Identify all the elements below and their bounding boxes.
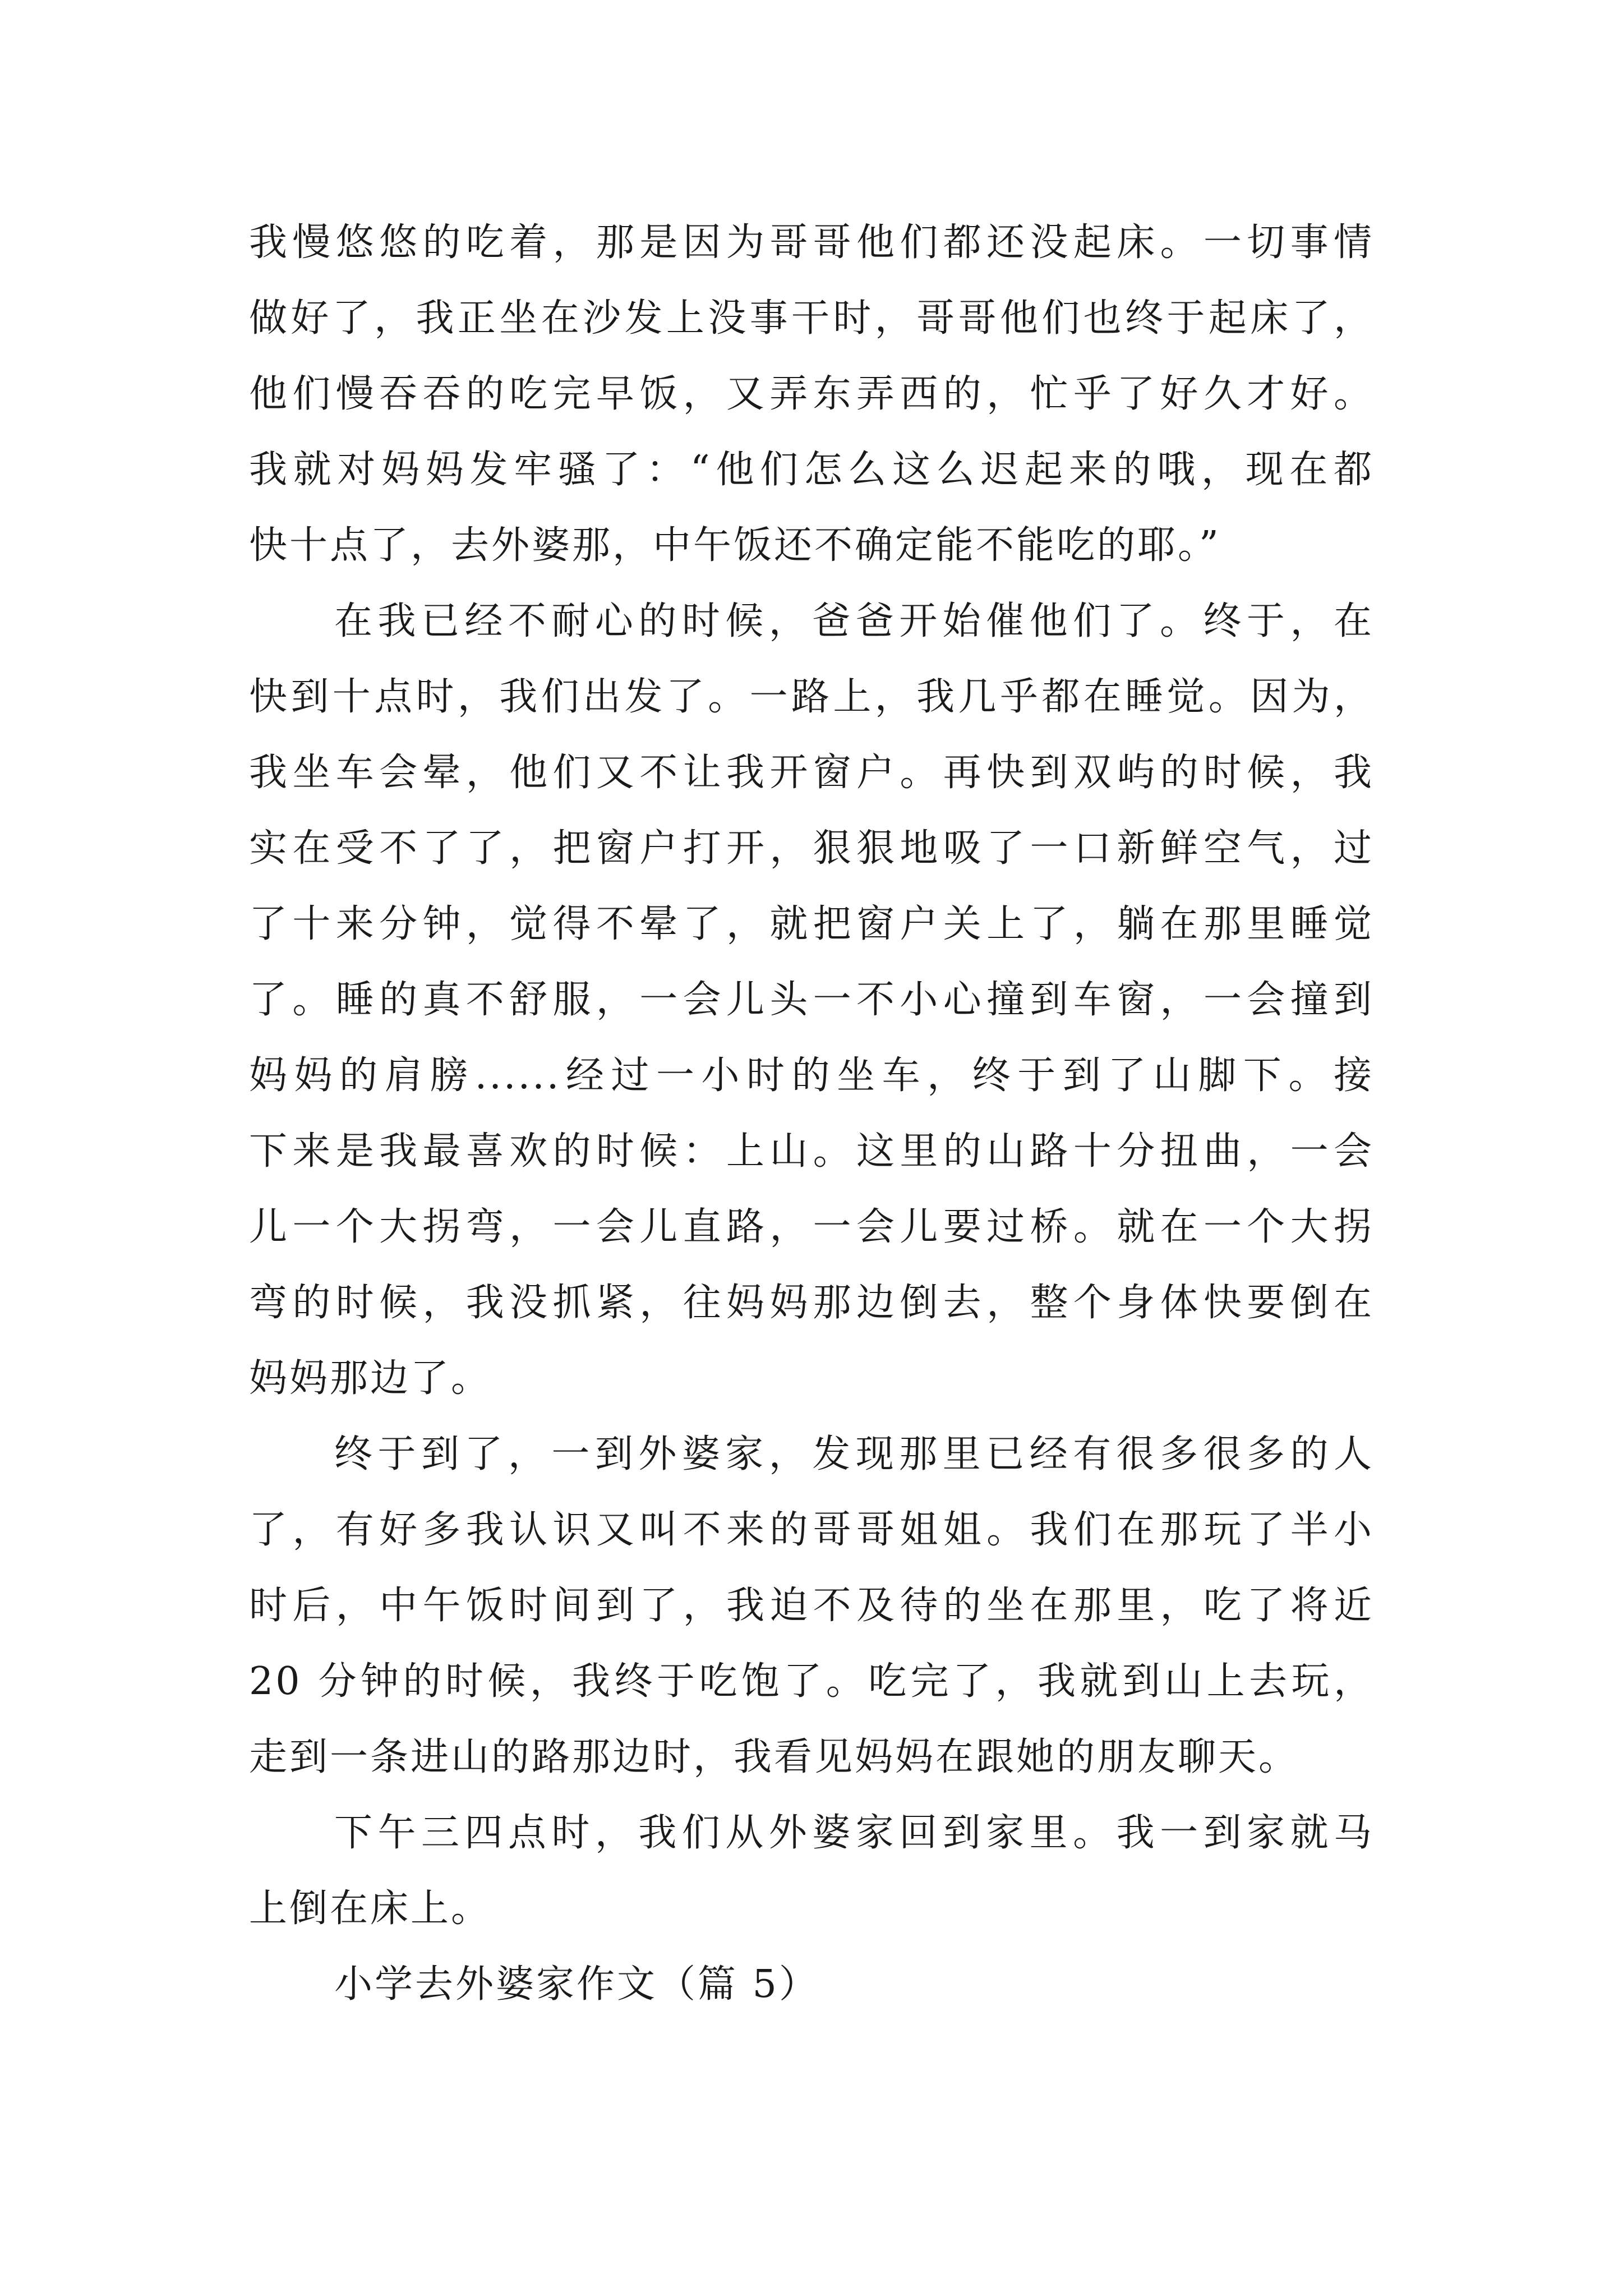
paragraph-first-line: 终于到了，一到外婆家，发现那里已经有很多很多的人 [334, 1432, 1374, 1476]
text-line: 我坐车会晕，他们又不让我开窗户。再快到双屿的时候，我 [249, 751, 1374, 795]
text-line: 走到一条进山的路那边时，我看见妈妈在跟她的朋友聊天。 [249, 1735, 1299, 1779]
text-line: 下来是我最喜欢的时候：上山。这里的山路十分扭曲，一会 [249, 1129, 1374, 1174]
text-line: 他们慢吞吞的吃完早饭，又弄东弄西的，忙乎了好久才好。 [249, 372, 1374, 416]
text-line: 了，有好多我认识又叫不来的哥哥姐姐。我们在那玩了半小 [249, 1508, 1374, 1552]
text-line: 妈妈那边了。 [249, 1356, 492, 1401]
text-line: 了。睡的真不舒服，一会儿头一不小心撞到车窗，一会撞到 [249, 978, 1374, 1022]
text-line: 时后，中午饭时间到了，我迫不及待的坐在那里，吃了将近 [249, 1584, 1374, 1628]
text-line: 快十点了，去外婆那，中午饭还不确定能不能吃的耶。” [249, 523, 1221, 568]
section-heading: 小学去外婆家作文（篇 5） [334, 1962, 819, 2007]
text-line: 实在受不了了，把窗户打开，狠狠地吸了一口新鲜空气，过 [249, 826, 1374, 871]
paragraph-first-line: 下午三四点时，我们从外婆家回到家里。我一到家就马 [334, 1811, 1374, 1855]
text-line: 做好了，我正坐在沙发上没事干时，哥哥他们也终于起床了， [249, 296, 1374, 341]
text-line: 快到十点时，我们出发了。一路上，我几乎都在睡觉。因为， [249, 675, 1374, 719]
paragraph-first-line: 在我已经不耐心的时候，爸爸开始催他们了。终于，在 [334, 599, 1374, 643]
text-line: 20 分钟的时候，我终于吃饱了。吃完了，我就到山上去玩， [249, 1659, 1374, 1704]
text-line: 儿一个大拐弯，一会儿直路，一会儿要过桥。就在一个大拐 [249, 1205, 1374, 1249]
text-line: 妈妈的肩膀......经过一小时的坐车，终于到了山脚下。接 [249, 1053, 1374, 1098]
text-line: 上倒在床上。 [249, 1887, 492, 1931]
text-line: 我就对妈妈发牢骚了：“他们怎么这么迟起来的哦，现在都 [249, 448, 1374, 492]
essay-body [249, 205, 1374, 2022]
text-line: 我慢悠悠的吃着，那是因为哥哥他们都还没起床。一切事情 [249, 220, 1374, 265]
text-line: 了十来分钟，觉得不晕了，就把窗户关上了，躺在那里睡觉 [249, 902, 1374, 946]
text-line: 弯的时候，我没抓紧，往妈妈那边倒去，整个身体快要倒在 [249, 1281, 1374, 1325]
